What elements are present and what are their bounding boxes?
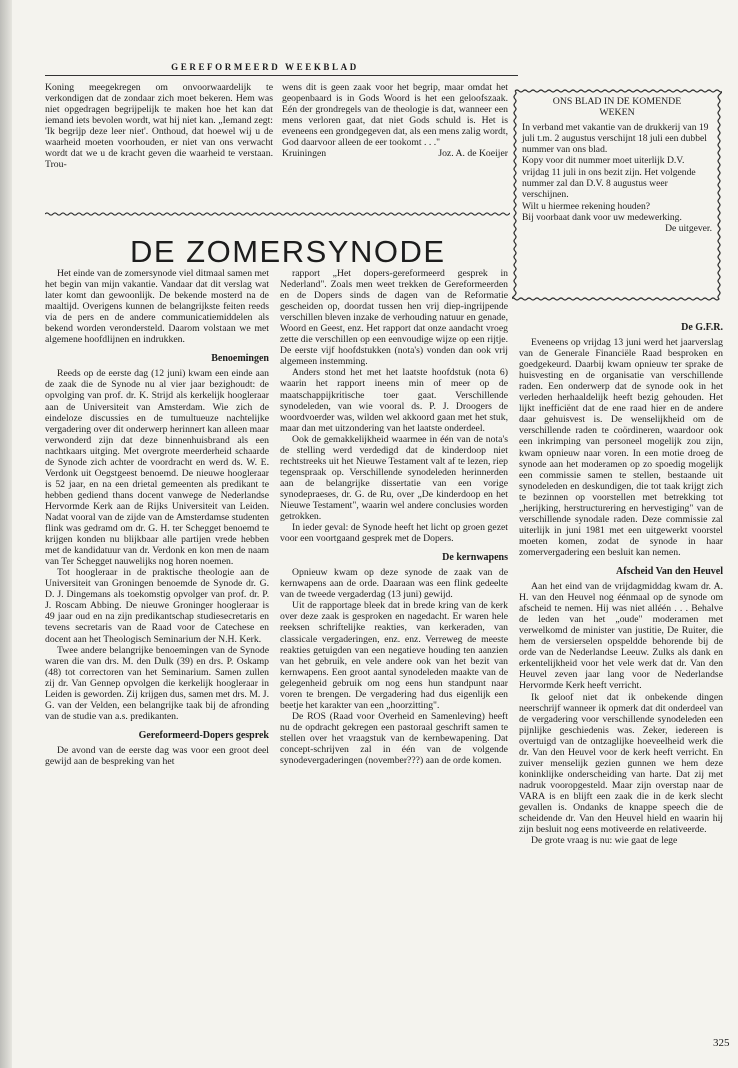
page xyxy=(30,0,730,1068)
paragraph: Ik geloof niet dat ik onbekende dingen neerschrijf wanneer ik opmerk dat dit onderdeel van de vergadering voor verschillende synodeleden een pijnlijke geschiedenis was. Zeker, iedereen is overtuigd van de ontzaglijke hoeveelheid werk die dr. Van den Heuvel voor de kerk heeft verricht. En zuiver menselijk gezien gunnen we hem deze koninklijke onderscheiding van harte. Dat zij met nadruk vooropgesteld. Maar zijn overstap naar de VARA is en blijft een zaak die in de kerk slecht gevallen is. Ondanks de knappe speech die de scheidende dr. Van den Heuvel hield en waarin hij zijn besluit nog eens motiveerde en relativeerde. xyxy=(519,691,723,836)
notice-title xyxy=(522,96,712,119)
notice-paragraph xyxy=(522,212,712,223)
paragraph: Reeds op de eerste dag (12 juni) kwam een einde aan de zaak die de Synode nu al vier jaar bezighoudt: de opvolging van prof. dr. K. Strijd als kerkelijk hoogleraar aan de Universiteit van Amsterdam. Wie zich de eindeloze discussies en de tumultueuze nachtelijke vergadering over dit onderwerp herinnert kan alleen maar verwonderd zijn dat deze binnenhuisbrand als een nachtkaars uitging. Met overgrote meerderheid schaarde de Synode zich achter de voordracht en werd ds. W. E. Verdonk uit Oegstgeest benoemd. De nieuwe hoogleraar is 52 jaar, en na een drietal gemeenten als predikant te hebben gediend thans docent vanwege de Nederlandse Hervormde Kerk aan de Rijks Universiteit van Leiden. Nadat vooral van de zijde van de Amsterdamse studenten flink was gedramd om dr. G. H. ter Schegget benoemd te krijgen konden nu blijkbaar alle partijen vrede hebben met de kandidatuur van dr. Verdonk en kon men de naam van Ter Schegget nauwelijks nog horen noemen. xyxy=(45,368,269,568)
paragraph: Twee andere belangrijke benoemingen van de Synode waren die van drs. M. den Dulk (39) en drs. P. Oskamp (48) tot correctoren van het Seminarium. Samen zullen zij dr. Van Gennep opvolgen die kerkelijk hoogleraar in Leiden is geworden. Zij krijgen dus, samen met drs. M. J. G. van der Velden, een belangrijke taak bij de afronding van de studie van a.s. predikanten. xyxy=(45,644,269,722)
section-heading: De G.F.R. xyxy=(681,322,723,333)
notice-paragraph: In verband met vakantie van de drukkerij van 19 juli t.m. 2 augustus verschijnt 18 juli een dubbel nummer van ons blad. xyxy=(522,121,709,156)
main-column-2 xyxy=(280,268,508,766)
paragraph: Ook de gemakkelijkheid waarmee in één van de nota's de stelling werd verdedigd dat de kinderdoop niet rechtstreeks uit het Nieuwe Testament valt af te lezen, riep tegenspraak op. Verschillende synodeleden herinnerden aan de belangrijke dissertatie van een vorige synodepraeses, dr. G. de Ru, over „De kinderdoop en het Nieuwe Testament", waarin wel andere conclusies worden getrokken. xyxy=(280,433,508,523)
paragraph: Aan het eind van de vrijdagmiddag kwam dr. A. H. van den Heuvel nog éénmaal op de synode om afscheid te nemen. Hij was niet alléén . . . Behalve de leden van het „oude" moderamen met verwelkomd de minister van justitie, De Ruiter, die hem de versierselen opspeldde behorende bij de orde van de Nederlandse Leeuw. Zulks als dank en erkentelijkheid voor het vele werk dat dr. Van den Heuvel zeven jaar lang voor de Nederlandse Hervormde Kerk heeft verricht. xyxy=(519,581,723,692)
paragraph: wens dit is geen zaak voor het begrip, maar omdat het geopenbaard is in Gods Woord is het een geloofszaak. Eén der grondregels van de theologie is dat, wanneer een mens verloren gaat, dat niet Gods schuld is. Het is eveneens een grondgegeven dat, als een mens zalig wordt, God daarvoor alleen de eer tookomt . . ." xyxy=(282,82,508,149)
paragraph: Eveneens op vrijdag 13 juni werd het jaarverslag van de Generale Financiële Raad besproken en goedgekeurd. Daarbij kwam opnieuw ter sprake de huisvesting en de organisatie van verschillende raden. Een onderwerp dat de synode ook in het verleden herhaaldelijk heeft bezig gehouden. Het lijkt inefficiënt dat de ene raad hier en de andere daar gehuisvest is. De wenselijkheid om de verschillende raden te coördineren, waardoor ook een inkrimping van personeel mogelijk zou zijn, kwam opnieuw naar voren. In een motie droeg de synode aan het moderamen op zo spoedig mogelijk een commissie samen te stellen, bestaande uit synodeleden en deskundigen, die tot taak krijgt zich te bezinnen op voorstellen met betrekking tot „herijking, herstructurering en hervestiging" van de verschillende synodale raden. Deze commissie zal uiterlijk in juni 1981 met een uitgewerkt voorstel moeten komen, zodat de synode in haar zomervergadering een besluit kan nemen. xyxy=(519,337,723,558)
notice-thanks: Bij voorbaat dank voor uw medewerking. xyxy=(522,211,682,223)
notice-title-line2: WEKEN xyxy=(599,107,635,119)
notice-box xyxy=(512,88,722,302)
section-heading: Afscheid Van den Heuvel xyxy=(616,565,723,577)
signature xyxy=(282,148,508,159)
paragraph: De avond van de eerste dag was voor een groot deel gewijd aan de bespreking van het xyxy=(45,744,269,767)
paragraph: Het einde van de zomersynode viel ditmaal samen met het begin van mijn vakantie. Vandaar dat dit verslag wat later komt dan gewoonlijk. De bekende mosterd na de maaltijd. Overigens kunnen de belangrijkste feiten reeds via de pers en de andere communicatiemiddelen als bekend worden verondersteld. Daarom volstaan we met algemene hoofdlijnen en indrukken. xyxy=(45,268,269,346)
notice-paragraph: Kopy voor dit nummer moet uiterlijk D.V. vrijdag 11 juli in ons bezit zijn. Het volgende nummer zal dan D.V. 8 augustus weer verschijnen. xyxy=(522,155,696,201)
article-title: DE ZOMERSYNODE xyxy=(130,234,446,269)
top-middle-column xyxy=(282,82,508,159)
notice-sign-line xyxy=(522,223,712,234)
paragraph: In ieder geval: de Synode heeft het licht op groen gezet voor een voortgaand gesprek met de Dopers. xyxy=(280,522,508,545)
notice-sign: De uitgever. xyxy=(665,223,712,235)
signature-place: Kruiningen xyxy=(282,148,327,160)
paragraph: Koning meegekregen om onvoorwaardelijk te verkondigen dat de zondaar zich moet bekeren. Hem was niet opgedragen begrijpelijk te maken hoe het kan dat iemand iets bevolen wordt, wat hij niet kan. „Iemand zegt: 'Ik begrijp deze leer niet'. Onthoud, dat hoewel wij u de waarheid moeten voorhouden, er niet van ons verwacht wordt dat we u de kracht geven die waarheid te verstaan. Trou- xyxy=(45,82,273,171)
top-left-column xyxy=(45,82,273,170)
notice-title-line1: ONS BLAD IN DE KOMENDE xyxy=(552,96,682,107)
main-column-1 xyxy=(45,268,269,767)
notice-paragraph: Wilt u hiermee rekening houden? xyxy=(522,200,651,212)
paragraph: Anders stond het met het laatste hoofdstuk (nota 6) waarin het rapport ineens min of meer op de maatschappijkritische toer gaat. Verschillende synodeleden, van wie vooral ds. P. J. Droogers de woordvoerder was, wilden wel akkoord gaan met het stuk, maar dan met uitzondering van het laatste onderdeel. xyxy=(280,367,508,434)
section-heading: Benoemingen xyxy=(211,353,269,365)
section-heading: De kernwapens xyxy=(442,552,508,564)
paragraph: rapport „Het dopers-gereformeerd gesprek in Nederland". Zoals men weet trekken de Gereformeerden en de Dopers sinds de dagen van de Reformatie gescheiden op, doordat tussen hen vrij diep-ingrijpende verschillen bleven inzake de verhouding natuur en genade, Woord en Geest, enz. Het rapport dat onze aandacht vroeg zette die verschillen op een eenvoudige wijze op een rijtje. De eerste vijf hoofdstukken (nota's) vonden dan ook vrij algemeen instemming. xyxy=(280,268,508,368)
signature-author: Joz. A. de Koeijer xyxy=(438,148,508,160)
scan-edge xyxy=(0,0,12,1068)
paragraph: De grote vraag is nu: wie gaat de lege xyxy=(531,835,678,847)
running-head: GEREFORMEERD WEEKBLAD xyxy=(171,62,359,72)
section-heading: Gereformeerd-Dopers gesprek xyxy=(138,729,269,741)
wavy-separator xyxy=(45,210,510,218)
paragraph: Tot hoogleraar in de praktische theologie aan de Universiteit van Groningen benoemde de Synode dr. G. D. J. Dingemans als toekomstig opvolger van prof. dr. P. J. Roscam Abbing. De nieuwe Groninger hoogleraar is 49 jaar oud en na zijn predikantschap studiesecretaris en tevens secretaris van de Raad voor de Catechese en docent aan het Theologisch Seminarium der N.H. Kerk. xyxy=(45,567,269,645)
paragraph: Opnieuw kwam op deze synode de zaak van de kernwapens aan de orde. Daaraan was een flink gedeelte van de tweede vergaderdag (13 juni) gewijd. xyxy=(280,567,508,601)
paragraph: Uit de rapportage bleek dat in brede kring van de kerk over deze zaak is gesproken en nagedacht. Er waren hele reeksen schriftelijke reakties, van kerkeraden, van classicale vergaderingen, enz. enz. Verreweg de meeste reakties getuigden van een negatieve houding ten aanzien van het gebruik, en vele andere ook van het bezit van kernwapens. Een groot aantal synodeleden maakte van de gelegenheid gebruik om nog eens hun standpunt naar voren te brengen. De vergadering had dus eigenlijk een beetje het karakter van een „hoorzitting". xyxy=(280,600,508,711)
header-rule xyxy=(45,75,518,76)
paragraph: De ROS (Raad voor Overheid en Samenleving) heeft nu de opdracht gekregen een pastoraal geschrift samen te stellen over het vraagstuk van de kernbewapening. Dat concept-schrijven zal in één van de volgende synodevergaderingen (november???) aan de orde komen. xyxy=(280,710,508,767)
page-number: 325 xyxy=(713,1037,730,1049)
main-column-3 xyxy=(519,314,723,846)
